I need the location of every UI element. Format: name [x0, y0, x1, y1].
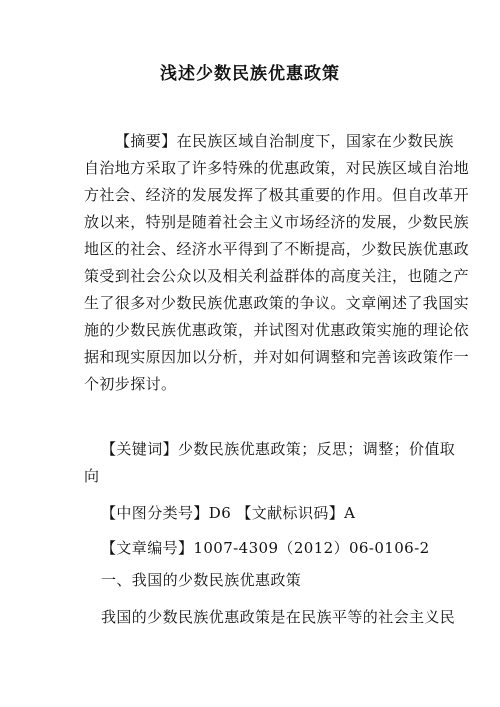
abstract-line: 生了很多对少数民族优惠政策的争议。文章阐述了我国实	[84, 294, 470, 312]
abstract-line: 【摘要】在民族区域自治制度下，国家在少数民族	[115, 132, 454, 150]
abstract-line: 策受到社会公众以及相关利益群体的高度关注，也随之产	[84, 267, 470, 285]
abstract-line: 施的少数民族优惠政策，并试图对优惠政策实施的理论依	[84, 321, 470, 339]
classification-line: 【中图分类号】D6 【文献标识码】A	[101, 504, 356, 522]
abstract-line: 自治地方采取了许多特殊的优惠政策，对民族区域自治地	[84, 159, 470, 177]
abstract-line: 放以来，特别是随着社会主义市场经济的发展，少数民族	[84, 213, 470, 231]
abstract-line: 地区的社会、经济水平得到了不断提高，少数民族优惠政	[84, 240, 470, 258]
keywords-line: 向	[84, 467, 100, 485]
abstract-line: 据和现实原因加以分析，并对如何调整和完善该政策作一	[84, 348, 470, 366]
section-heading: 一、我国的少数民族优惠政策	[101, 571, 302, 589]
abstract-line: 方社会、经济的发展发挥了极其重要的作用。但自改革开	[84, 186, 470, 204]
article-number-line: 【文章编号】1007-4309（2012）06-0106-2	[101, 539, 430, 557]
document-title: 浅述少数民族优惠政策	[160, 64, 340, 84]
keywords-line: 【关键词】少数民族优惠政策；反思；调整；价值取	[101, 440, 456, 458]
abstract-line: 个初步探讨。	[84, 375, 177, 393]
section-body-line: 我国的少数民族优惠政策是在民族平等的社会主义民	[101, 608, 456, 626]
